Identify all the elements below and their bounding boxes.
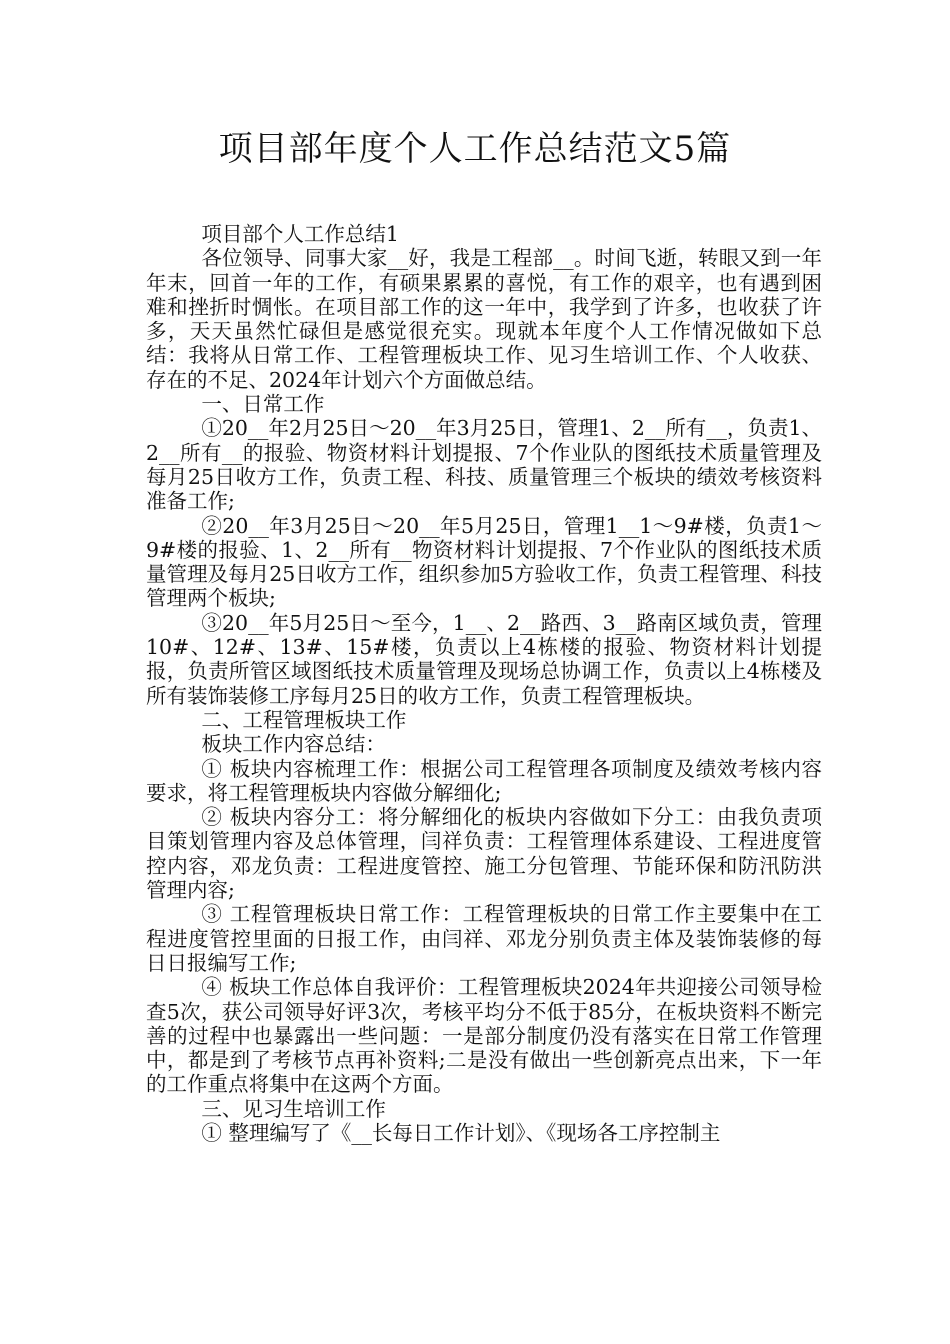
- paragraph: ③ 工程管理板块日常工作：工程管理板块的日常工作主要集中在工程进度管控里面的日报工作，由闫祥、邓龙分别负责主体及装饰装修的每日日报编写工作;: [146, 902, 822, 975]
- paragraph: ② 板块内容分工：将分解细化的板块内容做如下分工：由我负责项目策划管理内容及总体管理，闫祥负责：工程管理体系建设、工程进度管控内容，邓龙负责：工程进度管控、施工分包管理、节能环保和防汛防洪管理内容;: [146, 805, 822, 903]
- paragraph: ②20__年3月25日～20__年5月25日，管理1__1～9#楼，负责1～9#楼的报验、1、2__所有__物资材料计划提报、7个作业队的图纸技术质量管理及每月25日收方工作，组织参加5方验收工作，负责工程管理、科技管理两个板块;: [146, 513, 822, 611]
- paragraph: ④ 板块工作总体自我评价：工程管理板块2024年共迎接公司领导检查5次，获公司领导好评3次，考核平均分不低于85分，在板块资料不断完善的过程中也暴露出一些问题：一是部分制度仍没有落实在日常工作管理中，都是到了考核节点再补资料;二是没有做出一些创新亮点出来，下一年的工作重点将集中在这两个方面。: [146, 975, 822, 1097]
- section-heading: 二、工程管理板块工作: [201, 707, 407, 732]
- subheading: 板块工作内容总结：: [201, 732, 386, 757]
- paragraph: ① 整理编写了《__长每日工作计划》、《现场各工序控制主: [201, 1120, 721, 1145]
- document-body: [146, 222, 822, 1145]
- section-heading: 三、见习生培训工作: [201, 1096, 386, 1121]
- document-title: 项目部年度个人工作总结范文5篇: [218, 129, 732, 169]
- paragraph: ① 板块内容梳理工作：根据公司工程管理各项制度及绩效考核内容要求，将工程管理板块内容做分解细化;: [146, 756, 822, 805]
- section-heading: 项目部个人工作总结1: [201, 222, 399, 246]
- paragraph: ③20__年5月25日～至今，1__、2__路西、3__路南区域负责，管理10#、12#、13#、15#楼，负责以上4栋楼的报验、物资材料计划提报，负责所管区域图纸技术质量管理及现场总协调工作，负责以上4栋楼及所有装饰装修工序每月25日的收方工作，负责工程管理板块。: [146, 610, 822, 708]
- paragraph: ①20__年2月25日～20__年3月25日，管理1、2__所有__，负责1、2__所有__的报验、物资材料计划提报、7个作业队的图纸技术质量管理及每月25日收方工作，负责工程、科技、质量管理三个板块的绩效考核资料准备工作;: [146, 416, 822, 514]
- section-heading: 一、日常工作: [201, 392, 325, 417]
- paragraph: 各位领导、同事大家__好，我是工程部__。时间飞逝，转眼又到一年年末，回首一年的工作，有硕果累累的喜悦，有工作的艰辛，也有遇到困难和挫折时惆怅。在项目部工作的这一年中，我学到了许多，也收获了许多，天天虽然忙碌但是感觉很充实。现就本年度个人工作情况做如下总结：我将从日常工作、工程管理板块工作、见习生培训工作、个人收获、存在的不足、2024年计划六个方面做总结。: [146, 246, 822, 392]
